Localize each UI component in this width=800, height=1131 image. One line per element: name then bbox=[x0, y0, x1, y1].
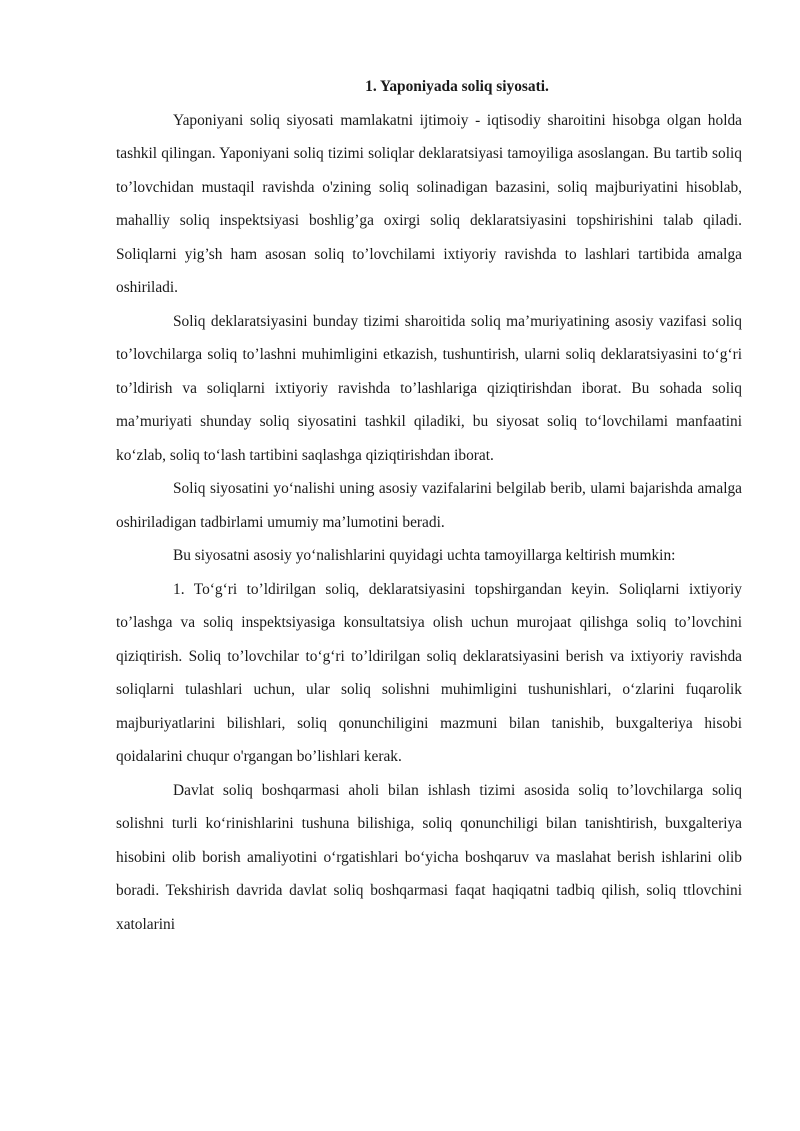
paragraph-3: Soliq siyosatini yo‘nalishi uning asosiy vazifalarini belgilab berib, ulami bajarishda amalga oshiriladigan tadbirlami umumiy ma’lumotini beradi. bbox=[116, 480, 742, 531]
paragraph-2: Soliq deklaratsiyasini bunday tizimi sharoitida soliq ma’muriyatining asosiy vazifasi soliq to’lovchilarga soliq to’lashni muhimligini etkazish, tushuntirish, ularni soliq deklaratsiyasini to‘g‘ri to’ldirish va soliqlarni ixtiyoriy ravishda to’lashlariga qiziqtirishdan iborat. Bu sohada soliq ma’muriyati shunday soliq siyosatini tashkil qiladiki, bu siyosat soliq to‘lovchilami manfaatini ko‘zlab, soliq to‘lash tartibini saqlashga qiziqtirishdan iborat. bbox=[116, 312, 742, 464]
paragraph-6: Davlat soliq boshqarmasi aholi bilan ishlash tizimi asosida soliq to’lovchilarga soliq solishni turli ko‘rinishlarini tushuna bilishiga, soliq qonunchiligi bilan tanishtirish, buxgalteriya hisobini olib borish amaliyotini o‘rgatishlari bo‘yicha boshqaruv va maslahat berish ishlarini olib boradi. Tekshirish davrida davlat soliq boshqarmasi faqat haqiqatni tadbiq qilish, soliq ttlovchini xatolarini bbox=[116, 781, 742, 933]
section-title: 1. Yaponiyada soliq siyosati. bbox=[365, 78, 549, 95]
paragraph-1: Yaponiyani soliq siyosati mamlakatni ijtimoiy - iqtisodiy sharoitini hisobga olgan holda tashkil qilingan. Yaponiyani soliq tizimi soliqlar deklaratsiyasi tamoyiliga asoslangan. Bu tartib soliq to’lovchidan mustaqil ravishda o'zining soliq solinadigan bazasini, soliq majburiyatini hisoblab, mahalliy soliq inspektsiyasi boshlig’ga oxirgi soliq deklaratsiyasini topshirishini talab qiladi. Soliqlarni yig’sh ham asosan soliq to’lovchilami ixtiyoriy ravishda to lashlari tartibida amalga oshiriladi. bbox=[116, 111, 742, 296]
paragraph-5: 1. To‘g‘ri to’ldirilgan soliq, deklaratsiyasini topshirgandan keyin. Soliqlarni ixtiyoriy to’lashga va soliq inspektsiyasiga konsultatsiya olish uchun murojaat qilishga soliq to’lovchini qiziqtirish. Soliq to’lovchilar to‘g‘ri to’ldirilgan soliq deklaratsiyasini berish va ixtiyoriy ravishda soliqlarni tulashlari uchun, ular soliq solishni muhimligini tushunishlari, o‘zlarini fuqarolik majburiyatlarini bilishlari, soliq qonunchiligini mazmuni bilan tanishib, buxgalteriya hisobi qoidalarini chuqur o'rgangan bo’lishlari kerak. bbox=[116, 580, 742, 765]
paragraph-4: Bu siyosatni asosiy yo‘nalishlarini quyidagi uchta tamoyillarga keltirish mumkin: bbox=[173, 547, 676, 564]
document-page bbox=[116, 70, 742, 941]
